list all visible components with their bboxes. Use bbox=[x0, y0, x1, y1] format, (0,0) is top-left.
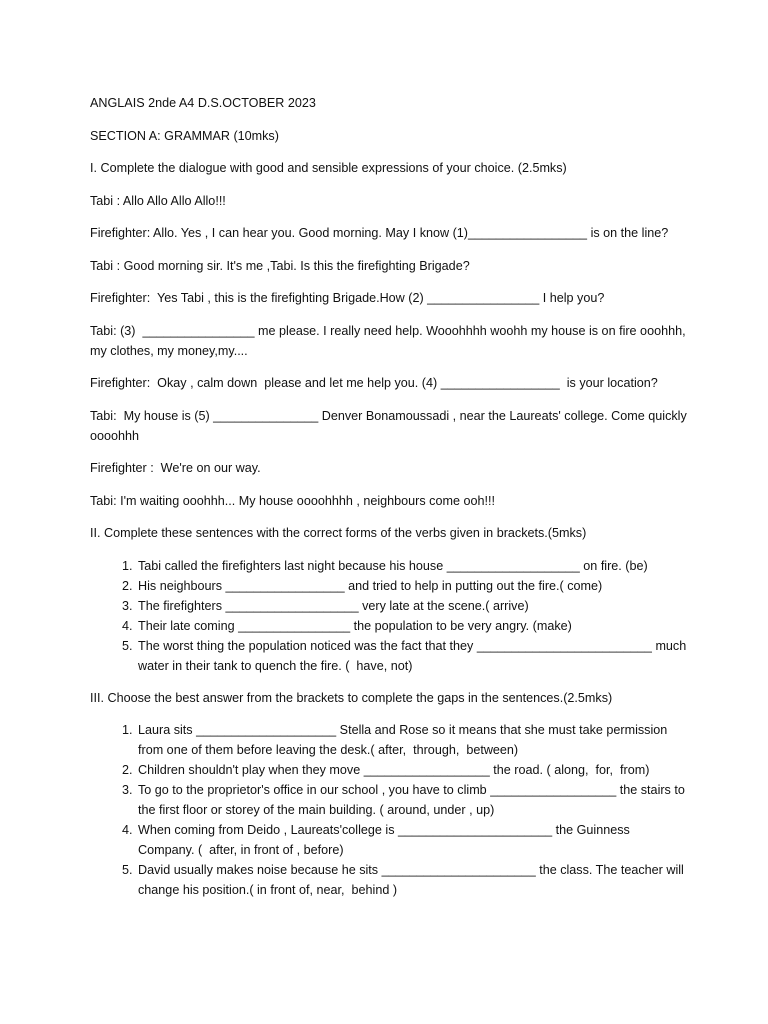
dialogue-line: Tabi: My house is (5) _______________ Denver Bonamoussadi , near the Laureats' college. Come quickly oooohhh bbox=[90, 408, 691, 443]
list-item: 2. His neighbours _________________ and tried to help in putting out the fire.( come) bbox=[136, 576, 688, 596]
list-item: 5. David usually makes noise because he sits ______________________ the class. The teacher will change his position.( in front of, near, behind ) bbox=[136, 860, 688, 900]
dialogue-line: Tabi: I'm waiting ooohhh... My house oooohhhh , neighbours come ooh!!! bbox=[90, 493, 495, 508]
dialogue-line: Firefighter: Allo. Yes , I can hear you. Good morning. May I know (1)_________________ is on the line? bbox=[90, 226, 669, 240]
document-header: ANGLAIS 2nde A4 D.S.OCTOBER 2023 bbox=[90, 96, 316, 110]
list-item: 1. Tabi called the firefighters last night because his house ___________________ on fire. (be) bbox=[136, 556, 688, 576]
list-item: 3. To go to the proprietor's office in our school , you have to climb __________________ the stairs to the first floor or storey of the main building. ( around, under , up) bbox=[136, 780, 688, 820]
section-a-title: SECTION A: GRAMMAR (10mks) bbox=[90, 128, 279, 143]
part2-list bbox=[90, 556, 688, 676]
dialogue-line: Tabi : Good morning sir. It's me ,Tabi. Is this the firefighting Brigade? bbox=[90, 258, 470, 273]
dialogue-line: Firefighter: Okay , calm down please and let me help you. (4) _________________ is your location? bbox=[90, 376, 658, 390]
list-item: 2. Children shouldn't play when they move __________________ the road. ( along, for, from) bbox=[136, 760, 688, 780]
part2-instruction: II. Complete these sentences with the correct forms of the verbs given in brackets.(5mks) bbox=[90, 526, 587, 540]
list-item: 4. When coming from Deido , Laureats'college is ______________________ the Guinness Company. ( after, in front of , before) bbox=[136, 820, 688, 860]
list-item: 5. The worst thing the population noticed was the fact that they _________________________ much water in their tank to quench the fire. ( have, not) bbox=[136, 636, 688, 676]
list-item: 1. Laura sits ____________________ Stella and Rose so it means that she must take permission from one of them before leaving the desk.( after, through, between) bbox=[136, 720, 688, 760]
list-item: 3. The firefighters ___________________ very late at the scene.( arrive) bbox=[136, 596, 688, 616]
dialogue-line: Tabi: (3) ________________ me please. I really need help. Wooohhhh woohh my house is on fire ooohhh, my clothes, my money,my.... bbox=[90, 323, 690, 358]
part3-list bbox=[90, 720, 688, 900]
list-item: 4. Their late coming ________________ the population to be very angry. (make) bbox=[136, 616, 688, 636]
part1-instruction: I. Complete the dialogue with good and sensible expressions of your choice. (2.5mks) bbox=[90, 161, 567, 175]
dialogue-line: Tabi : Allo Allo Allo Allo!!! bbox=[90, 193, 226, 208]
dialogue-line: Firefighter : We're on our way. bbox=[90, 461, 261, 475]
dialogue-line: Firefighter: Yes Tabi , this is the firefighting Brigade.How (2) ________________ I help you? bbox=[90, 291, 605, 305]
part3-instruction: III. Choose the best answer from the brackets to complete the gaps in the sentences.(2.5mks) bbox=[90, 690, 613, 705]
